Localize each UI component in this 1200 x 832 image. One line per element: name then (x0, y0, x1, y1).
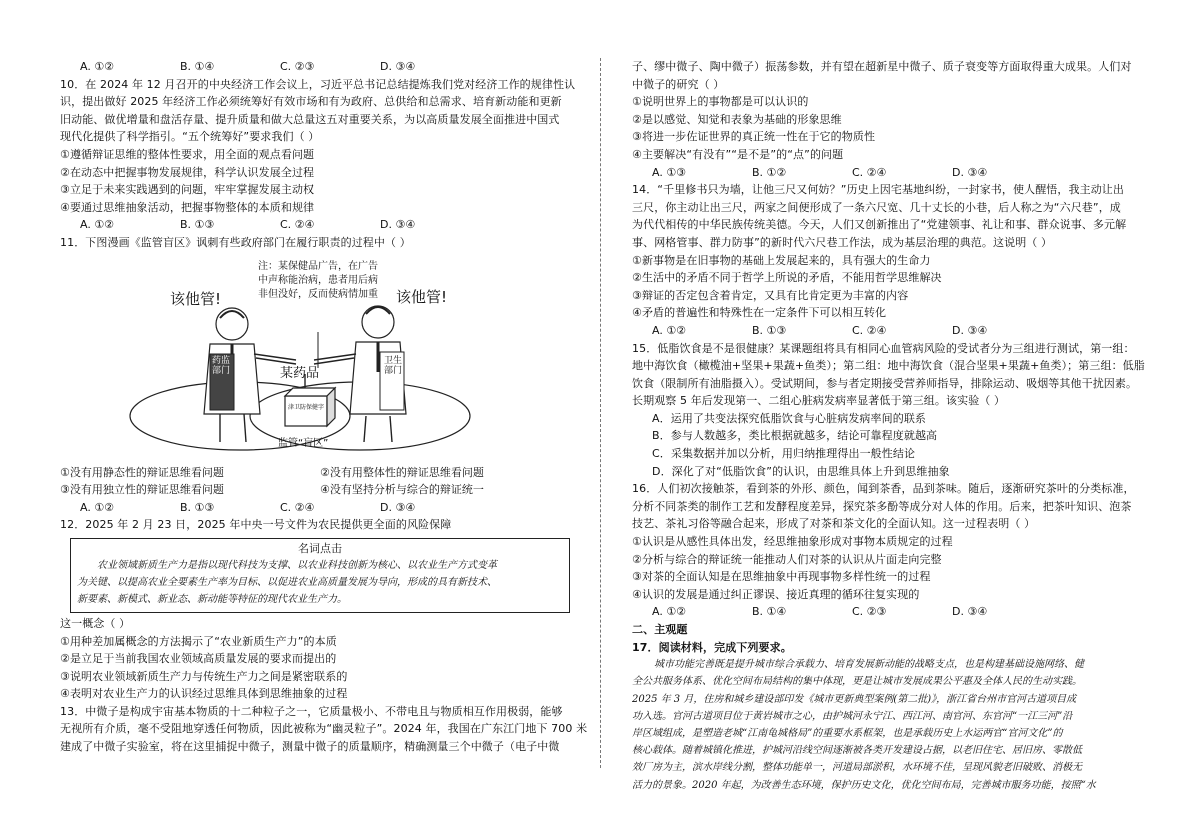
option: C. ②④ (852, 165, 887, 179)
statement: ①遵循辩证思维的整体性要求，用全面的观点看问题 (60, 147, 315, 161)
statement: ③将进一步佐证世界的真正统一性在于它的物质性 (632, 130, 876, 144)
statement: ①没有用静态性的辩证思维看问题 (60, 465, 224, 479)
option: A. ①② (80, 60, 115, 73)
passage-line: 效厂房为主，滨水岸线分割，整体功能单一，河道局部淤积，水环境不佳，呈现风貌老旧破败、消极无 (632, 762, 1082, 774)
statement: ④表明对农业生产力的认识经过思维具体到思维抽象的过程 (60, 687, 348, 701)
note-line: 非但没好，反而使病情加重 (258, 288, 378, 300)
option: B. ①③ (180, 218, 215, 232)
option: B. ①② (752, 165, 787, 179)
q13-options (632, 164, 1152, 182)
option: B. ①④ (180, 60, 215, 73)
statements-row (60, 464, 580, 482)
choice: C．采集数据并加以分析，用归纳推理得出一般性结论 (652, 447, 916, 461)
choice: B．参与人数越多，类比根据就越多，结论可靠程度就越高 (652, 429, 938, 443)
option: B. ①④ (752, 605, 787, 619)
statement: ④要通过思维抽象活动，把握事物整体的本质和规律 (60, 200, 315, 214)
statement: ④主要解决“有没有”“是不是”的“点”的问题 (632, 147, 844, 161)
question-text: 这一概念（ ） (60, 616, 131, 630)
statement: ②生活中的矛盾不同于哲学上所说的矛盾，不能用哲学思维解决 (632, 271, 942, 285)
question-text: 旧动能、做优增量和盘活存量、提升质量和做大总量这五对重要关系，为以高质量发展全面推进中国式 (60, 112, 560, 126)
question-13-continued (632, 58, 1152, 181)
label-drug: 某药品 (280, 365, 320, 381)
term-line: 新要素、新模式、新业态、新动能等特征的现代农业生产力。 (77, 593, 347, 605)
q10-options (60, 216, 580, 234)
statement: ①认识是从感性具体出发，经思维抽象形成对事物本质规定的过程 (632, 535, 953, 549)
statement: ③说明农业领域新质生产力与传统生产力之间是紧密联系的 (60, 669, 348, 683)
passage-line: 城市功能完善既是提升城市综合承载力、培育发展新动能的战略支点，也是构建基础设施网络、健 (654, 659, 1084, 671)
option: D. ③④ (380, 218, 416, 232)
speech-left: 该他管! (170, 289, 222, 308)
label-blind-zone: 监管“盲区” (278, 437, 329, 449)
option: D. ③④ (380, 60, 416, 73)
question-12 (60, 516, 580, 703)
option: A. ①② (652, 323, 687, 337)
q9-options (60, 58, 580, 76)
question-text: 建成了中微子实验室，将在这里捕捉中微子，测量中微子的质量顺序，精确测量三个中微子（电子中微 (60, 740, 560, 754)
choice: D．深化了对“低脂饮食”的认识，由思维具体上升到思维抽象 (652, 464, 950, 478)
option: C. ②④ (280, 500, 315, 514)
term-box-body (77, 557, 563, 608)
question-text: 为代代相传的中华民族传统美德。今天，人们又创新推出了“党建领事、礼让和事、群众说事、多元解 (632, 218, 1127, 232)
option: D. ③④ (952, 605, 988, 619)
option: C. ②④ (852, 323, 887, 337)
statements-row (60, 481, 580, 499)
statement: ③对茶的全面认知是在思维抽象中再现事物多样性统一的过程 (632, 570, 931, 584)
question-text: 地中海饮食（橄榄油+坚果+果蔬+鱼类）；第二组：地中海饮食（混合坚果+果蔬+鱼类）；第三组：低脂 (632, 359, 1145, 373)
right-column (632, 58, 1152, 794)
column-divider (600, 58, 601, 768)
option: C. ②③ (852, 605, 887, 619)
speech-right: 该他管! (396, 287, 448, 306)
option: D. ③④ (380, 500, 416, 514)
question-text: 13．中微子是构成宇宙基本物质的十二种粒子之一，它质量极小、不带电且与物质相互作用极弱，能够 (60, 704, 563, 718)
note-line: 中声称能治病，患者用后病 (258, 274, 378, 286)
option: A. ①③ (652, 165, 687, 179)
statement: ②没有用整体性的辩证思维看问题 (320, 465, 484, 479)
question-10 (60, 76, 580, 234)
option: B. ①③ (180, 500, 215, 514)
left-column (60, 58, 588, 756)
question-text: 中微子的研究（ ） (632, 77, 725, 91)
option: A. ①② (80, 500, 115, 514)
term-line: 农业领域新质生产力是指以现代科技为支撑、以农业科技创新为核心、以农业生产方式变革 (97, 559, 497, 571)
statement: ③立足于未来实践遇到的问题，牢牢掌握发展主动权 (60, 183, 315, 197)
statement: ②分析与综合的辩证统一能推动人们对茶的认识从片面走向完整 (632, 552, 942, 566)
statement: ①用种差加属概念的方法揭示了“农业新质生产力”的本质 (60, 634, 337, 648)
question-15 (632, 340, 1152, 481)
question-14 (632, 181, 1152, 339)
question-text: 17．阅读材料，完成下列要求。 (632, 640, 792, 654)
question-text: 分析不同茶类的制作工艺和发酵程度差异，探究茶多酚等成分对人体的作用。后来，把茶叶知识、泡茶 (632, 499, 1132, 513)
passage-line: 活力的景象。2020 年起，为改善生态环境，保护历史文化，优化空间布局，完善城市服务功能，按照“水 (632, 779, 1096, 791)
question-text: 无视所有介质，毫不受阻地穿透任何物质，因此被称为“幽灵粒子”。2024 年，我国在广东江门地下 700 米 (60, 722, 588, 736)
option: C. ②③ (280, 60, 315, 73)
statement: ①新事物是在旧事物的基础上发展起来的，具有强大的生命力 (632, 253, 931, 267)
question-text: 15．低脂饮食是不是很健康？某课题组将具有相同心血管病风险的受试者分为三组进行测试，第一组： (632, 341, 1135, 355)
passage-line: 功入选。官河古道项目位于黄岩城市之心，由护城河永宁江、西江河、南官河、东官河“一江三河”沿 (632, 710, 1073, 722)
term-line: 为关键、以提高农业全要素生产率为目标、以促进农业高质量发展为导向，形成的具有新技术、 (77, 576, 497, 588)
statement: ①说明世界上的事物都是可以认识的 (632, 95, 809, 109)
question-text: 技艺、茶礼习俗等融合起来，形成了对茶和茶文化的全面认知。这一过程表明（ ） (632, 517, 1036, 531)
question-text: 10．在 2024 年 12 月召开的中央经济工作会议上，习近平总书记总结提炼我们党对经济工作的规律性认 (60, 77, 576, 91)
statement: ②是以感觉、知觉和表象为基础的形象思维 (632, 112, 842, 126)
term-box (70, 538, 570, 613)
q11-options (60, 499, 580, 517)
label-drug-department: 药监部门 (212, 355, 231, 376)
statement: ④认识的发展是通过纠正谬误、接近真理的循环往复实现的 (632, 587, 920, 601)
passage-line: 岸区域组成，是塑造老城“江南龟城格局”的重要水系框架，也是承载历史上水运两官“官河文化”的 (632, 728, 1063, 739)
question-16 (632, 480, 1152, 621)
statement: ③没有用独立性的辩证思维看问题 (60, 483, 224, 497)
question-text: 12．2025 年 2 月 23 日，2025 年中央一号文件为农民提供更全面的风险保障 (60, 518, 452, 532)
product-box-label: 津卫防保健字 (288, 403, 325, 411)
question-text: 三尺，你主动让出三尺，两家之间便形成了一条六尺宽、几十丈长的小巷，后人称之为“六尺巷”，成 (632, 200, 1121, 214)
statement: ②在动态中把握事物发展规律，科学认识发展全过程 (60, 165, 315, 179)
passage-line: 全公共服务体系、优化空间布局结构的集中体现，更是让城市发展成果公平惠及全体人民的生动实践。 (632, 676, 1082, 688)
q16-options (632, 603, 1152, 621)
question-text: 事、网格管事、群力防事”的新时代六尺巷工作法，成为基层治理的典范。这说明（ ） (632, 235, 1053, 249)
statement: ②是立足于当前我国农业领域高质量发展的要求而提出的 (60, 652, 337, 666)
statement: ④矛盾的普遍性和特殊性在一定条件下可以相互转化 (632, 306, 887, 320)
option: A. ①② (652, 605, 687, 619)
question-text: 16．人们初次接触茶，看到茶的外形、颜色，闻到茶香，品到茶味。随后，逐渐研究茶叶的分类标准， (632, 482, 1135, 496)
question-text: 11．下图漫画《监管盲区》讽刺有些政府部门在履行职责的过程中（ ） (60, 235, 411, 249)
question-11 (60, 234, 580, 516)
q14-options (632, 322, 1152, 340)
question-text: 子、缪中微子、陶中微子）振荡参数，并有望在超新星中微子、质子衰变等方面取得重大成果。人们对 (632, 60, 1132, 73)
question-text: 饮食（限制所有油脂摄入）。受试期间，参与者定期接受营养师指导，排除运动、吸烟等其他干扰因素。 (632, 376, 1138, 390)
question-17 (632, 639, 1152, 794)
statement: ④没有坚持分析与综合的辩证统一 (320, 483, 484, 497)
question-text: 识，提出做好 2025 年经济工作必须统筹好有效市场和有为政府、总供给和总需求、培育新动能和更新 (60, 95, 562, 109)
question-13 (60, 703, 588, 756)
cartoon-regulatory-blind-zone (60, 256, 580, 464)
cartoon-note (258, 260, 378, 302)
option: D. ③④ (952, 323, 988, 337)
label-health-department: 卫生部门 (384, 355, 403, 376)
passage-line: 核心载体。随着城镇化推进，护城河沿线空间逐渐被各类开发建设占据，以老旧住宅、居旧房、零散低 (632, 745, 1082, 757)
term-box-title: 名词点击 (298, 541, 342, 555)
option: B. ①③ (752, 323, 787, 337)
choice: A．运用了共变法探究低脂饮食与心脏病发病率间的联系 (652, 411, 927, 425)
option: C. ②④ (280, 218, 315, 232)
note-line: 注：某保健品广告，在广告 (258, 260, 378, 272)
section-heading: 二、主观题 (632, 623, 688, 636)
option: D. ③④ (952, 165, 988, 179)
passage-line: 2025 年 3 月，住房和城乡建设部印发《城市更新典型案例(第二批)》，浙江省台州市官河古道项目成 (632, 693, 1077, 705)
statement: ③辩证的否定包含着肯定，又具有比肯定更为丰富的内容 (632, 288, 909, 302)
option: A. ①② (80, 218, 115, 232)
question-text: 14．“千里修书只为墙，让他三尺又何妨？”历史上因宅基地纠纷，一封家书，使人醒悟，我主动让出 (632, 183, 1124, 197)
question-text: 现代化提供了科学指引。“五个统筹好”要求我们（ ） (60, 130, 320, 144)
question-text: 长期观察 5 年后发现第一、二组心脏病发病率显著低于第三组。该实验（ ） (632, 394, 1006, 408)
